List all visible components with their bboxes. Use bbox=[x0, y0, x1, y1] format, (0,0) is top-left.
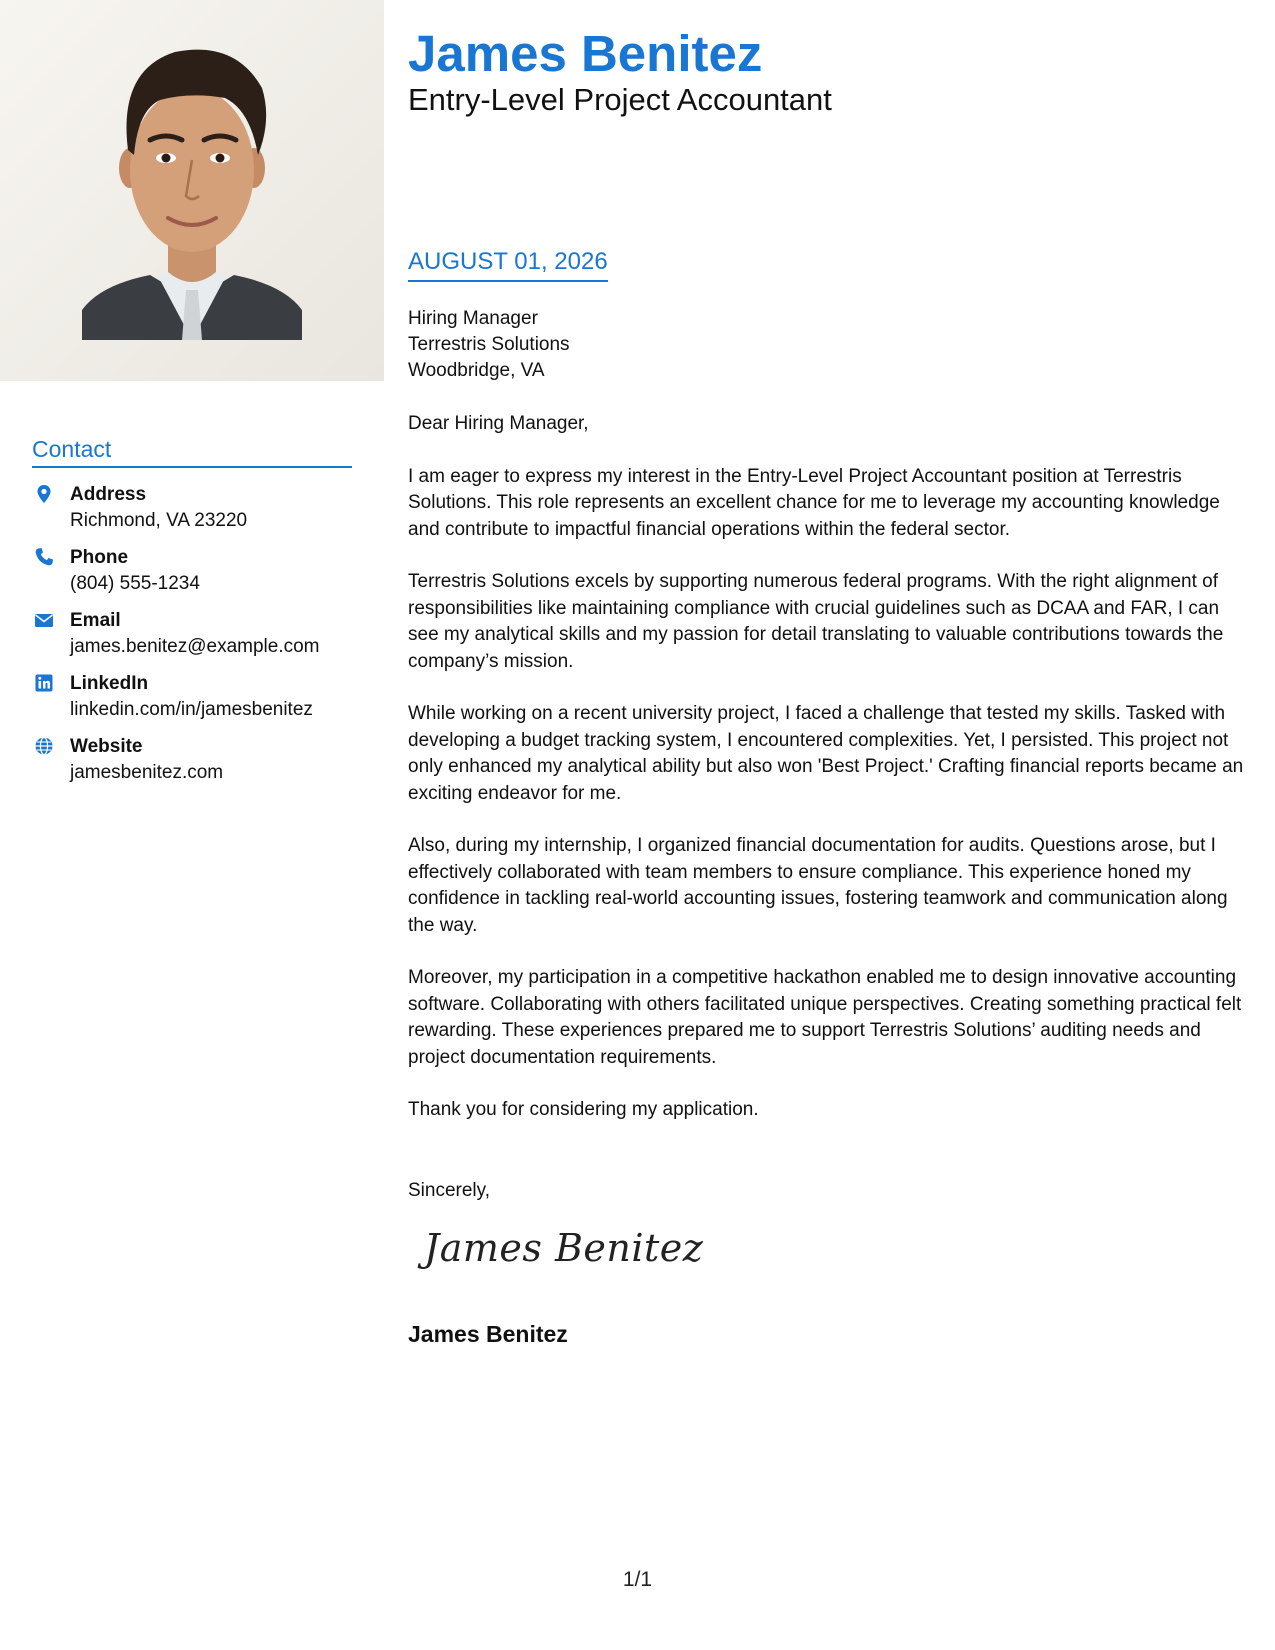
job-title: Entry-Level Project Accountant bbox=[408, 82, 832, 117]
signed-name: James Benitez bbox=[408, 1321, 568, 1347]
handwritten-signature: James Benitez bbox=[424, 1226, 704, 1270]
contact-label: Email bbox=[70, 610, 121, 631]
contact-value: (804) 555-1234 bbox=[70, 573, 200, 594]
contact-label: Website bbox=[70, 736, 143, 757]
page-number: 1/1 bbox=[622, 1568, 653, 1591]
body-paragraph: While working on a recent university project, I faced a challenge that tested my skills. Tasked with developing a budget tracking system, I encountered complexities. Yet, I persisted. This project not only enhanced my analytical ability but also won 'Best Project.' Crafting financial reports became an exciting endeavor for me. bbox=[408, 703, 1244, 804]
envelope-icon bbox=[34, 610, 54, 630]
letter-body bbox=[408, 411, 1253, 1150]
recipient-block bbox=[408, 306, 570, 384]
contact-label: Address bbox=[70, 484, 147, 505]
body-paragraph: Terrestris Solutions excels by supporting numerous federal programs. With the right alignment of responsibilities like maintaining compliance with crucial guidelines such as DCAA and FAR, I can see my analytical skills and my passion for detail translating to valuable contributions towards the company’s mission. bbox=[408, 571, 1224, 672]
sidebar bbox=[0, 0, 384, 1650]
contact-item-website bbox=[32, 734, 352, 785]
greeting: Dear Hiring Manager, bbox=[408, 413, 589, 434]
body-paragraph: Also, during my internship, I organized financial documentation for audits. Questions arose, but I effectively collaborated with team members to ensure compliance. This experience honed my confidence in tackling real-world accounting issues, fostering teamwork and communication along the way. bbox=[408, 835, 1228, 936]
closing: Sincerely, bbox=[408, 1180, 491, 1201]
contact-label: Phone bbox=[70, 547, 129, 568]
recipient-line: Hiring Manager bbox=[408, 308, 538, 329]
contact-value[interactable]: linkedin.com/in/jamesbenitez bbox=[70, 699, 313, 720]
linkedin-icon bbox=[34, 673, 54, 693]
contact-value[interactable]: jamesbenitez.com bbox=[70, 762, 224, 783]
body-paragraph: Thank you for considering my application. bbox=[408, 1099, 759, 1120]
contact-item-linkedin bbox=[32, 671, 352, 722]
contact-label: LinkedIn bbox=[70, 673, 149, 694]
location-pin-icon bbox=[34, 484, 54, 504]
contact-item-email bbox=[32, 608, 352, 659]
recipient-line: Woodbridge, VA bbox=[408, 360, 545, 381]
contact-item-phone bbox=[32, 545, 352, 596]
phone-icon bbox=[34, 547, 54, 567]
contact-value[interactable]: james.benitez@example.com bbox=[70, 636, 320, 657]
contact-item-address bbox=[32, 482, 352, 533]
body-paragraph: Moreover, my participation in a competitive hackathon enabled me to design innovative accounting software. Collaborating with others facilitated unique perspectives. Creating something practical felt rewarding. These experiences prepared me to support Terrestris Solutions’ auditing needs and project documentation requirements. bbox=[408, 967, 1242, 1068]
body-paragraph: I am eager to express my interest in the Entry-Level Project Accountant position at Terrestris Solutions. This role represents an excellent chance for me to leverage my accounting knowledge and contribute to impactful financial operations within the federal sector. bbox=[408, 465, 1220, 540]
contact-section bbox=[32, 436, 352, 797]
contact-value: Richmond, VA 23220 bbox=[70, 510, 248, 531]
recipient-line: Terrestris Solutions bbox=[408, 334, 570, 355]
globe-icon bbox=[34, 736, 54, 756]
contact-heading: Contact bbox=[32, 436, 352, 468]
applicant-name: James Benitez bbox=[408, 25, 763, 82]
letter-date: AUGUST 01, 2026 bbox=[408, 248, 608, 282]
profile-photo bbox=[0, 0, 384, 381]
